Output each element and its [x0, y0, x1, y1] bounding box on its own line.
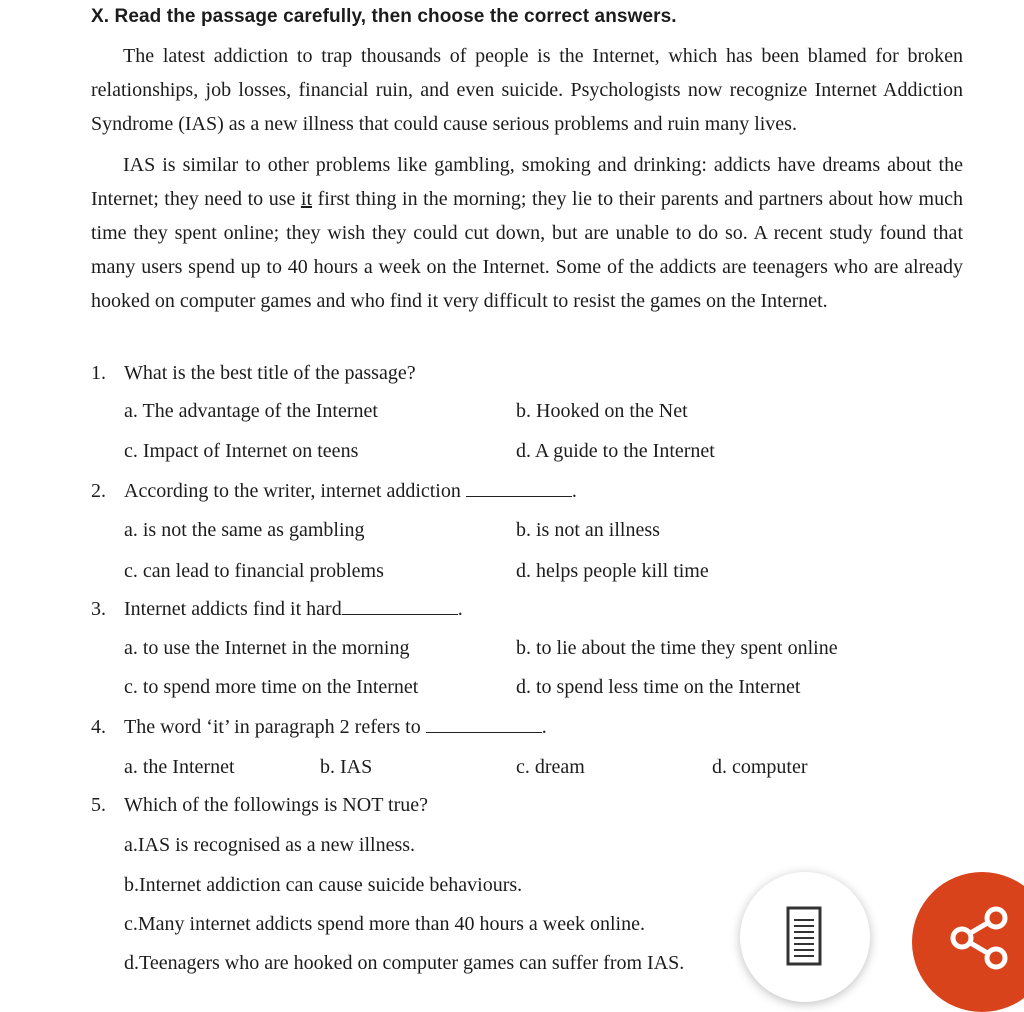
option-c[interactable]: c. to spend more time on the Internet	[124, 676, 419, 698]
underlined-word-it: it	[300, 188, 313, 210]
answer-blank	[466, 481, 572, 497]
option-b[interactable]: b. to lie about the time they spent online	[516, 637, 838, 659]
question-number: 1.	[91, 362, 106, 384]
option-d[interactable]: d. computer	[712, 756, 808, 778]
option-c[interactable]: c. can lead to financial problems	[124, 560, 384, 582]
passage-paragraph-1: The latest addiction to trap thousands of people is the Internet, which has been blamed for broken relationships, job losses, financial ruin, and even suicide. Psychologists now recognize Internet Addiction Syndrome (IAS) as a new illness that could cause serious problems and ruin many lives.	[91, 45, 963, 135]
option-c[interactable]: c. Impact of Internet on teens	[124, 440, 359, 462]
share-button[interactable]	[912, 872, 1024, 1012]
question-text: What is the best title of the passage?	[124, 362, 416, 384]
option-b[interactable]: b. IAS	[320, 756, 373, 778]
question-stem: According to the writer, internet addiction	[124, 480, 461, 502]
option-a[interactable]: a. The advantage of the Internet	[124, 400, 378, 422]
question-number: 5.	[91, 794, 106, 816]
option-c[interactable]: c.Many internet addicts spend more than 40 hours a week online.	[124, 913, 645, 935]
question-end: .	[541, 716, 547, 738]
option-b[interactable]: b.Internet addiction can cause suicide behaviours.	[124, 874, 523, 896]
option-d[interactable]: d. to spend less time on the Internet	[516, 676, 801, 698]
question-number: 4.	[91, 716, 106, 738]
question-stem: The word ‘it’ in paragraph 2 refers to	[124, 716, 421, 738]
question-number: 3.	[91, 598, 106, 620]
option-b[interactable]: b. Hooked on the Net	[516, 400, 688, 422]
answer-blank	[342, 599, 458, 615]
share-icon	[948, 906, 1012, 970]
question-end: .	[571, 480, 577, 502]
option-a[interactable]: a. to use the Internet in the morning	[124, 637, 410, 659]
question-stem: Internet addicts find it hard	[124, 598, 342, 620]
question-end: .	[457, 598, 463, 620]
option-a[interactable]: a. the Internet	[124, 756, 235, 778]
document-view-button[interactable]	[740, 872, 870, 1002]
option-d[interactable]: d. A guide to the Internet	[516, 440, 715, 462]
paragraph-2-text-start: IAS is similar to other problems like gambling, smoking and drinking: addicts have dreams about the Internet; they need to use	[91, 154, 963, 210]
option-d[interactable]: d.Teenagers who are hooked on computer games can suffer from IAS.	[124, 952, 685, 974]
option-a[interactable]: a.IAS is recognised as a new illness.	[124, 834, 416, 856]
question-text	[124, 598, 463, 621]
option-b[interactable]: b. is not an illness	[516, 519, 660, 541]
passage-paragraph-2	[91, 148, 963, 318]
option-a[interactable]: a. is not the same as gambling	[124, 519, 365, 541]
question-text: Which of the followings is NOT true?	[124, 794, 429, 816]
option-c[interactable]: c. dream	[516, 756, 585, 778]
answer-blank	[426, 717, 542, 733]
document-icon	[784, 906, 824, 966]
option-d[interactable]: d. helps people kill time	[516, 560, 709, 582]
question-text	[124, 716, 547, 739]
exercise-heading: X. Read the passage carefully, then choose the correct answers.	[91, 6, 677, 27]
paragraph-2-text-end: first thing in the morning; they lie to their parents and partners about how much time they spent online; they wish they could cut down, but are unable to do so. A recent study found that many users spend up to 40 hours a week on the Internet. Some of the addicts are teenagers who are already hooked on computer games and who find it very difficult to resist the games on the Internet.	[91, 188, 963, 312]
question-text	[124, 480, 577, 503]
question-number: 2.	[91, 480, 106, 502]
